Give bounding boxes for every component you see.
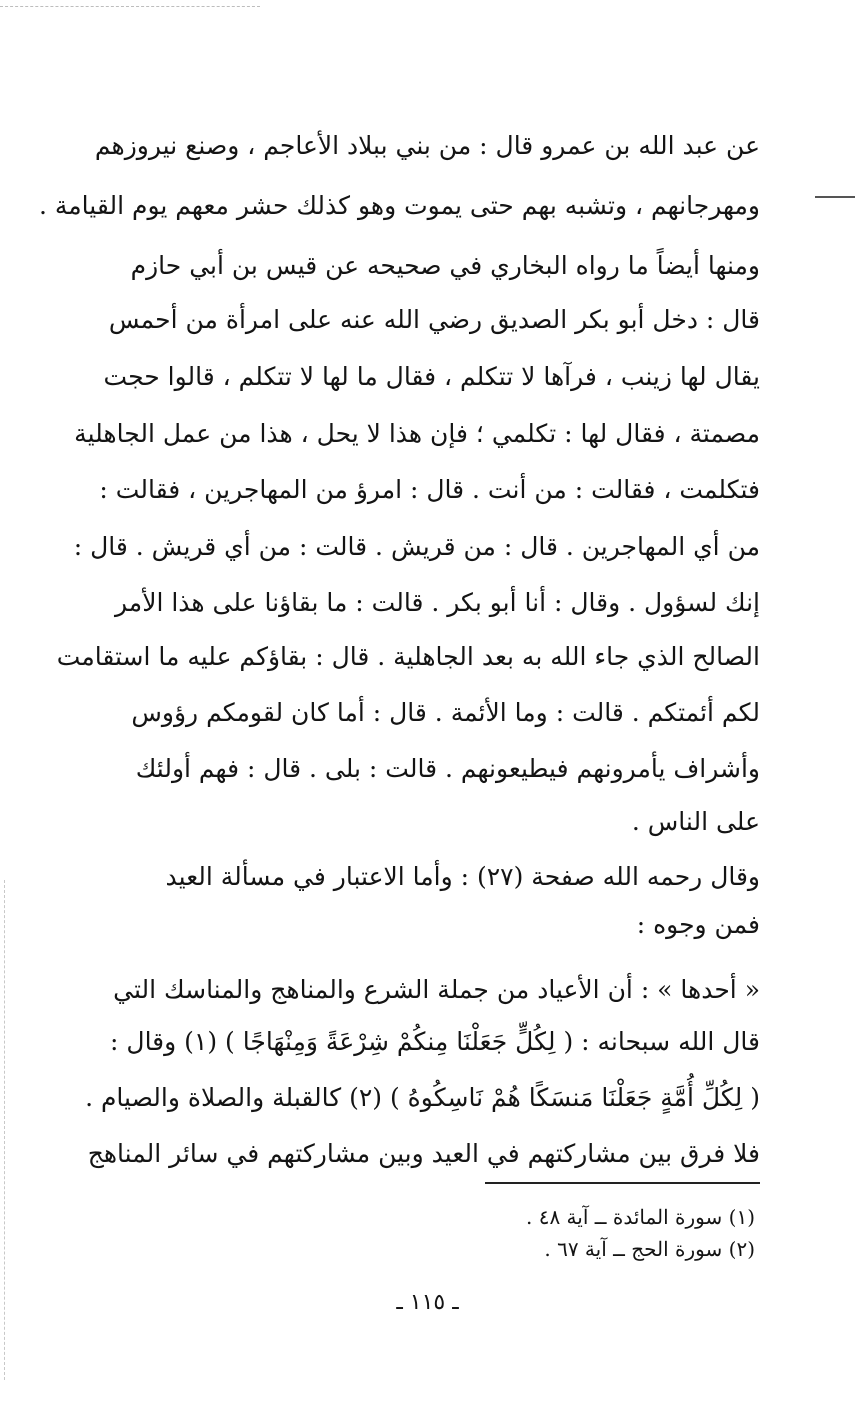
scan-mark-right	[815, 196, 855, 198]
footnote: (١) سورة المائدة ــ آية ٤٨ .	[526, 1205, 755, 1229]
text-line: وقال رحمه الله صفحة (٢٧) : وأما الاعتبار في مسألة العيد	[165, 862, 760, 891]
text-line: « أحدها » : أن الأعياد من جملة الشرع والمناهج والمناسك التي	[113, 975, 760, 1004]
text-line: ( لِكُلِّ أُمَّةٍ جَعَلْنَا مَنسَكًا هُمْ نَاسِكُوهُ ) (٢) كالقبلة والصلاة والصيام .	[85, 1083, 760, 1112]
text-line: فلا فرق بين مشاركتهم في العيد وبين مشاركتهم في سائر المناهج	[87, 1139, 760, 1168]
text-line: على الناس .	[631, 807, 760, 836]
text-line: عن عبد الله بن عمرو قال : من بني ببلاد الأعاجم ، وصنع نيروزهم	[94, 131, 760, 160]
scan-mark-top	[0, 6, 260, 7]
text-line: وأشراف يأمرونهم فيطيعونهم . قالت : بلى . قال : فهم أولئك	[135, 754, 760, 783]
text-line: ومهرجانهم ، وتشبه بهم حتى يموت وهو كذلك حشر معهم يوم القيامة .	[38, 191, 760, 220]
footnote-separator	[485, 1182, 760, 1184]
text-line: من أي المهاجرين . قال : من قريش . قالت : من أي قريش . قال :	[73, 532, 760, 561]
text-line: لكم أئمتكم . قالت : وما الأئمة . قال : أما كان لقومكم رؤوس	[131, 698, 760, 727]
page-number: ـ ١١٥ ـ	[396, 1290, 459, 1315]
footnote: (٢) سورة الحج ــ آية ٦٧ .	[544, 1237, 755, 1261]
text-line: قال الله سبحانه : ( لِكُلٍّ جَعَلْنَا مِنكُمْ شِرْعَةً وَمِنْهَاجًا ) (١) وقال :	[110, 1027, 760, 1056]
text-line: قال : دخل أبو بكر الصديق رضي الله عنه على امرأة من أحمس	[108, 305, 760, 334]
text-line: فتكلمت ، فقالت : من أنت . قال : امرؤ من المهاجرين ، فقالت :	[99, 475, 760, 504]
text-line: فمن وجوه :	[636, 910, 760, 939]
text-line: ومنها أيضاً ما رواه البخاري في صحيحه عن قيس بن أبي حازم	[130, 251, 760, 280]
text-line: إنك لسؤول . وقال : أنا أبو بكر . قالت : ما بقاؤنا على هذا الأمر	[115, 588, 760, 617]
text-line: مصمتة ، فقال لها : تكلمي ؛ فإن هذا لا يحل ، هذا من عمل الجاهلية	[74, 419, 760, 448]
text-line: الصالح الذي جاء الله به بعد الجاهلية . قال : بقاؤكم عليه ما استقامت	[56, 642, 760, 671]
text-line: يقال لها زينب ، فرآها لا تتكلم ، فقال ما لها لا تتكلم ، قالوا حجت	[103, 362, 760, 391]
